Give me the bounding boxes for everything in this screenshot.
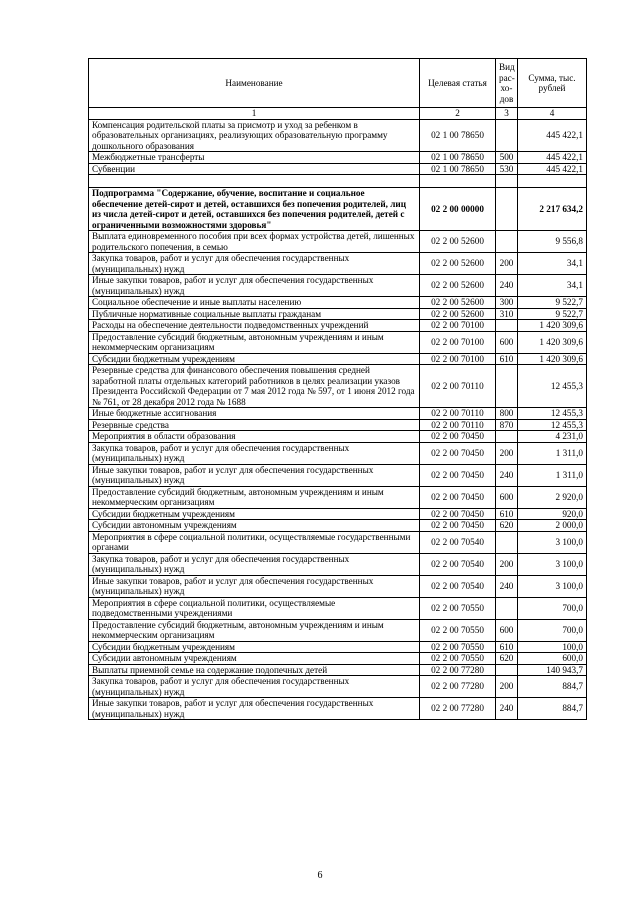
vid-cell xyxy=(496,119,518,152)
code-cell: 02 2 00 70540 xyxy=(420,575,496,597)
vid-cell: 610 xyxy=(496,641,518,653)
table-row xyxy=(89,152,587,164)
name-cell: Публичные нормативные социальные выплаты гражданам xyxy=(89,308,420,320)
code-cell: 02 1 00 78650 xyxy=(420,119,496,152)
sum-cell: 9 556,8 xyxy=(518,231,587,253)
name-cell: Компенсация родительской платы за присмотр и уход за ребенком в образовательных организациях, реализующих образовательную программу дошкольного образования xyxy=(89,119,420,152)
sum-cell: 12 455,3 xyxy=(518,365,587,408)
vid-cell: 310 xyxy=(496,308,518,320)
vid-cell: 200 xyxy=(496,676,518,698)
index-cell: 2 xyxy=(420,108,496,120)
table-row xyxy=(89,408,587,420)
name-cell: Субсидии автономным учреждениям xyxy=(89,520,420,532)
code-cell: 02 2 00 70550 xyxy=(420,597,496,619)
sum-cell: 4 231,0 xyxy=(518,431,587,443)
code-cell: 02 2 00 77280 xyxy=(420,664,496,676)
code-cell xyxy=(420,175,496,188)
vid-cell: 240 xyxy=(496,575,518,597)
vid-cell: 500 xyxy=(496,152,518,164)
table-row xyxy=(89,331,587,353)
code-cell: 02 2 00 70100 xyxy=(420,353,496,365)
code-cell: 02 2 00 00000 xyxy=(420,188,496,231)
name-cell: Субсидии бюджетным учреждениям xyxy=(89,353,420,365)
sum-cell: 34,1 xyxy=(518,253,587,275)
name-cell: Предоставление субсидий бюджетным, автономным учреждениям и иным некоммерческим организациям xyxy=(89,331,420,353)
sum-cell: 1 420 309,6 xyxy=(518,331,587,353)
sum-cell: 884,7 xyxy=(518,698,587,720)
sum-cell: 12 455,3 xyxy=(518,419,587,431)
vid-cell xyxy=(496,365,518,408)
code-cell: 02 1 00 78650 xyxy=(420,152,496,164)
name-cell: Подпрограмма "Содержание, обучение, воспитание и социальное обеспечение детей-сирот и детей, оставшихся без попечения родителей, лиц из числа детей-сирот и детей, оставшихся без попечения родителей, детей с ограниченными возможностями здоровья" xyxy=(89,188,420,231)
table-row xyxy=(89,464,587,486)
index-cell: 1 xyxy=(89,108,420,120)
table-row xyxy=(89,553,587,575)
table-index-row xyxy=(89,108,587,120)
vid-cell: 600 xyxy=(496,486,518,508)
code-cell: 02 2 00 70450 xyxy=(420,520,496,532)
table-row xyxy=(89,253,587,275)
vid-cell xyxy=(496,664,518,676)
vid-cell: 620 xyxy=(496,520,518,532)
code-cell: 02 2 00 77280 xyxy=(420,676,496,698)
code-cell: 02 2 00 70110 xyxy=(420,419,496,431)
name-cell: Иные закупки товаров, работ и услуг для обеспечения государственных (муниципальных) нужд xyxy=(89,698,420,720)
name-cell: Выплата единовременного пособия при всех формах устройства детей, лишенных родительского попечения, в семью xyxy=(89,231,420,253)
code-cell: 02 2 00 70450 xyxy=(420,464,496,486)
table-row xyxy=(89,508,587,520)
table-row xyxy=(89,442,587,464)
table-row xyxy=(89,175,587,188)
sum-cell: 3 100,0 xyxy=(518,553,587,575)
table-row xyxy=(89,520,587,532)
code-cell: 02 2 00 52600 xyxy=(420,308,496,320)
table-row xyxy=(89,308,587,320)
table-row xyxy=(89,431,587,443)
table-row xyxy=(89,664,587,676)
table-row xyxy=(89,641,587,653)
name-cell: Иные закупки товаров, работ и услуг для обеспечения государственных (муниципальных) нужд xyxy=(89,464,420,486)
table-row xyxy=(89,653,587,665)
sum-cell: 445 422,1 xyxy=(518,152,587,164)
name-cell: Иные закупки товаров, работ и услуг для обеспечения государственных (муниципальных) нужд xyxy=(89,575,420,597)
sum-cell: 1 420 309,6 xyxy=(518,353,587,365)
table-header-row xyxy=(89,59,587,108)
table-row xyxy=(89,188,587,231)
name-cell: Резервные средства для финансового обеспечения повышения средней заработной платы отдельных категорий работников в целях реализации указов Президента Российской Федерации от 7 мая 2012 года № 597, от 1 июня 2012 года № 761, от 28 декабря 2012 года № 1688 xyxy=(89,365,420,408)
table-row xyxy=(89,698,587,720)
name-cell: Расходы на обеспечение деятельности подведомственных учреждений xyxy=(89,320,420,332)
sum-cell: 445 422,1 xyxy=(518,163,587,175)
vid-cell xyxy=(496,188,518,231)
name-cell: Субсидии бюджетным учреждениям xyxy=(89,641,420,653)
header-name: Наименование xyxy=(89,59,420,108)
table-row xyxy=(89,231,587,253)
sum-cell: 1 420 309,6 xyxy=(518,320,587,332)
code-cell: 02 2 00 70110 xyxy=(420,408,496,420)
sum-cell: 600,0 xyxy=(518,653,587,665)
code-cell: 02 2 00 70450 xyxy=(420,486,496,508)
vid-cell: 610 xyxy=(496,353,518,365)
code-cell: 02 2 00 70450 xyxy=(420,431,496,443)
code-cell: 02 2 00 70550 xyxy=(420,619,496,641)
table-row xyxy=(89,676,587,698)
name-cell: Закупка товаров, работ и услуг для обеспечения государственных (муниципальных) нужд xyxy=(89,253,420,275)
table-row xyxy=(89,531,587,553)
name-cell: Предоставление субсидий бюджетным, автономным учреждениям и иным некоммерческим организациям xyxy=(89,619,420,641)
table-row xyxy=(89,163,587,175)
vid-cell: 600 xyxy=(496,331,518,353)
name-cell: Закупка товаров, работ и услуг для обеспечения государственных (муниципальных) нужд xyxy=(89,442,420,464)
sum-cell: 700,0 xyxy=(518,619,587,641)
sum-cell: 12 455,3 xyxy=(518,408,587,420)
name-cell: Социальное обеспечение и иные выплаты населению xyxy=(89,297,420,309)
sum-cell: 1 311,0 xyxy=(518,442,587,464)
vid-cell: 620 xyxy=(496,653,518,665)
vid-cell: 600 xyxy=(496,619,518,641)
sum-cell: 2 920,0 xyxy=(518,486,587,508)
table-row xyxy=(89,575,587,597)
vid-cell: 240 xyxy=(496,275,518,297)
sum-cell: 884,7 xyxy=(518,676,587,698)
code-cell: 02 2 00 70110 xyxy=(420,365,496,408)
code-cell: 02 2 00 77280 xyxy=(420,698,496,720)
sum-cell: 9 522,7 xyxy=(518,308,587,320)
name-cell: Иные бюджетные ассигнования xyxy=(89,408,420,420)
table-row xyxy=(89,486,587,508)
code-cell: 02 2 00 52600 xyxy=(420,231,496,253)
vid-cell: 200 xyxy=(496,253,518,275)
sum-cell: 3 100,0 xyxy=(518,575,587,597)
code-cell: 02 2 00 70450 xyxy=(420,442,496,464)
sum-cell: 34,1 xyxy=(518,275,587,297)
code-cell: 02 2 00 70540 xyxy=(420,553,496,575)
table-row xyxy=(89,353,587,365)
sum-cell: 3 100,0 xyxy=(518,531,587,553)
vid-cell: 200 xyxy=(496,553,518,575)
code-cell: 02 2 00 70450 xyxy=(420,508,496,520)
vid-cell xyxy=(496,320,518,332)
code-cell: 02 2 00 70550 xyxy=(420,641,496,653)
table-row xyxy=(89,365,587,408)
sum-cell: 9 522,7 xyxy=(518,297,587,309)
sum-cell: 1 311,0 xyxy=(518,464,587,486)
table-row xyxy=(89,275,587,297)
vid-cell: 610 xyxy=(496,508,518,520)
name-cell: Предоставление субсидий бюджетным, автономным учреждениям и иным некоммерческим организациям xyxy=(89,486,420,508)
table-row xyxy=(89,419,587,431)
name-cell: Резервные средства xyxy=(89,419,420,431)
name-cell: Субсидии бюджетным учреждениям xyxy=(89,508,420,520)
header-code: Целевая статья xyxy=(420,59,496,108)
sum-cell: 700,0 xyxy=(518,597,587,619)
sum-cell: 2 217 634,2 xyxy=(518,188,587,231)
code-cell: 02 2 00 70100 xyxy=(420,320,496,332)
name-cell: Мероприятия в сфере социальной политики, осуществляемые подведомственными учреждениями xyxy=(89,597,420,619)
sum-cell: 445 422,1 xyxy=(518,119,587,152)
sum-cell: 140 943,7 xyxy=(518,664,587,676)
code-cell: 02 2 00 52600 xyxy=(420,275,496,297)
name-cell: Субвенции xyxy=(89,163,420,175)
table-body xyxy=(89,119,587,720)
vid-cell: 870 xyxy=(496,419,518,431)
name-cell xyxy=(89,175,420,188)
vid-cell xyxy=(496,231,518,253)
table-row xyxy=(89,119,587,152)
vid-cell: 240 xyxy=(496,464,518,486)
name-cell: Выплаты приемной семье на содержание подопечных детей xyxy=(89,664,420,676)
sum-cell: 100,0 xyxy=(518,641,587,653)
page-number: 6 xyxy=(317,870,323,881)
table-row xyxy=(89,297,587,309)
budget-table xyxy=(88,58,587,720)
table-row xyxy=(89,619,587,641)
vid-cell: 240 xyxy=(496,698,518,720)
name-cell: Закупка товаров, работ и услуг для обеспечения государственных (муниципальных) нужд xyxy=(89,676,420,698)
sum-cell: 920,0 xyxy=(518,508,587,520)
index-cell: 3 xyxy=(496,108,518,120)
name-cell: Межбюджетные трансферты xyxy=(89,152,420,164)
name-cell: Мероприятия в сфере социальной политики, осуществляемые государственными органами xyxy=(89,531,420,553)
code-cell: 02 1 00 78650 xyxy=(420,163,496,175)
vid-cell xyxy=(496,531,518,553)
vid-cell: 300 xyxy=(496,297,518,309)
vid-cell: 530 xyxy=(496,163,518,175)
table-row xyxy=(89,597,587,619)
code-cell: 02 2 00 70540 xyxy=(420,531,496,553)
name-cell: Субсидии автономным учреждениям xyxy=(89,653,420,665)
sum-cell xyxy=(518,175,587,188)
header-vid: Вид рас-хо-дов xyxy=(496,59,518,108)
vid-cell xyxy=(496,597,518,619)
code-cell: 02 2 00 52600 xyxy=(420,253,496,275)
code-cell: 02 2 00 70550 xyxy=(420,653,496,665)
vid-cell: 200 xyxy=(496,442,518,464)
vid-cell xyxy=(496,431,518,443)
code-cell: 02 2 00 52600 xyxy=(420,297,496,309)
table-row xyxy=(89,320,587,332)
name-cell: Мероприятия в области образования xyxy=(89,431,420,443)
index-cell: 4 xyxy=(518,108,587,120)
header-sum: Сумма, тыс. рублей xyxy=(518,59,587,108)
name-cell: Закупка товаров, работ и услуг для обеспечения государственных (муниципальных) нужд xyxy=(89,553,420,575)
code-cell: 02 2 00 70100 xyxy=(420,331,496,353)
sum-cell: 2 000,0 xyxy=(518,520,587,532)
vid-cell xyxy=(496,175,518,188)
name-cell: Иные закупки товаров, работ и услуг для обеспечения государственных (муниципальных) нужд xyxy=(89,275,420,297)
vid-cell: 800 xyxy=(496,408,518,420)
